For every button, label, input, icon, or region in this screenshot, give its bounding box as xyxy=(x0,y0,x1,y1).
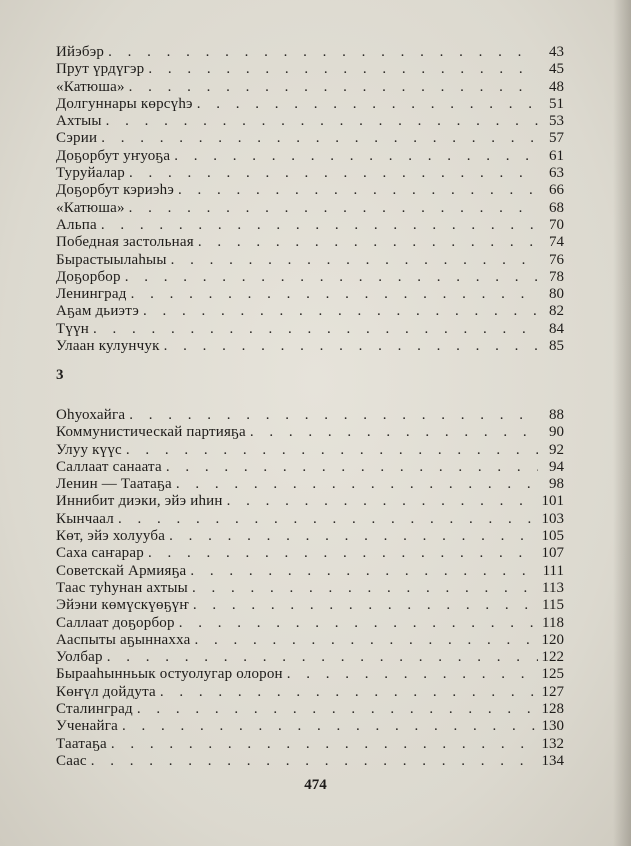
page-number: 474 xyxy=(304,777,327,793)
dot-leader xyxy=(148,545,538,562)
toc-entry-title: Улуу күүс xyxy=(56,441,122,458)
toc-entry-title: «Катюша» xyxy=(56,199,125,216)
toc-entry xyxy=(56,269,564,286)
toc-entry-title: Ученайга xyxy=(56,718,118,735)
toc-entry xyxy=(56,649,564,666)
toc-entry xyxy=(56,528,564,545)
dot-leader xyxy=(193,597,538,614)
toc-entry xyxy=(56,597,564,614)
dot-leader xyxy=(129,407,538,424)
toc-entry-page: 122 xyxy=(541,649,564,666)
dot-leader xyxy=(129,200,538,217)
toc-entry-title: Победная застольная xyxy=(56,234,194,251)
toc-entry xyxy=(56,61,564,78)
dot-leader xyxy=(198,234,538,251)
toc-entry-title: «Катюша» xyxy=(56,78,125,95)
toc-entry-page: 125 xyxy=(541,666,564,683)
dot-leader xyxy=(122,718,538,735)
toc-entry-page: 120 xyxy=(541,631,564,648)
toc-entry-title: Эйэни көмүскүөҕүҥ xyxy=(56,597,189,614)
toc-entry-page: 51 xyxy=(549,95,564,112)
toc-entry-page: 68 xyxy=(549,199,564,216)
toc-entry-title: Оһуохайга xyxy=(56,407,126,423)
toc-entry-page: 43 xyxy=(549,44,564,60)
toc-entry-page: 63 xyxy=(549,165,564,182)
toc-entry-title: Советскай Армияҕа xyxy=(56,562,187,579)
toc-entry-page: 94 xyxy=(549,458,564,475)
toc-entry-title: Доҕорбут кэриэһэ xyxy=(56,182,174,199)
toc-entry-page: 115 xyxy=(542,597,564,614)
toc-entry xyxy=(56,684,564,701)
toc-entry-title: Бырастыылаһыы xyxy=(56,251,167,268)
section-heading: 3 xyxy=(56,367,64,383)
dot-leader xyxy=(178,182,538,199)
dot-leader xyxy=(93,321,538,338)
toc-entry xyxy=(56,182,564,199)
dot-leader xyxy=(174,148,538,165)
toc-entry-page: 74 xyxy=(549,234,564,251)
toc-entry xyxy=(56,701,564,718)
toc-entry-page: 80 xyxy=(549,286,564,303)
toc-entry-title: Түүн xyxy=(56,320,89,337)
toc-entry-page: 61 xyxy=(549,147,564,164)
dot-leader xyxy=(101,130,538,147)
toc-entry xyxy=(56,580,564,597)
toc-entry-title: Доҕорбор xyxy=(56,268,121,285)
toc-entry xyxy=(56,286,564,303)
toc-entry-page: 107 xyxy=(541,545,564,562)
toc-entry xyxy=(56,632,564,649)
dot-leader xyxy=(250,424,538,441)
toc-entry-page: 127 xyxy=(541,683,564,700)
toc-entry xyxy=(56,493,564,510)
toc-entry-title: Сэрии xyxy=(56,130,98,147)
toc-entry-page: 132 xyxy=(541,735,564,752)
toc-entry-page: 98 xyxy=(549,476,564,493)
toc-entry xyxy=(56,563,564,580)
toc-entry-title: Ленинград xyxy=(56,286,127,303)
table-of-contents-part-1 xyxy=(56,44,564,355)
toc-entry-page: 105 xyxy=(541,528,564,545)
toc-entry-page: 53 xyxy=(549,113,564,130)
toc-entry xyxy=(56,217,564,234)
dot-leader xyxy=(137,701,538,718)
dot-leader xyxy=(287,666,538,683)
toc-entry-page: 88 xyxy=(549,407,564,423)
dot-leader xyxy=(107,649,538,666)
toc-entry-title: Саас xyxy=(56,752,87,769)
dot-leader xyxy=(192,580,538,597)
dot-leader xyxy=(148,61,538,78)
dot-leader xyxy=(106,113,538,130)
toc-entry-title: Альпа xyxy=(56,216,97,233)
toc-entry-page: 113 xyxy=(542,579,564,596)
toc-entry xyxy=(56,321,564,338)
table-of-contents-part-2 xyxy=(56,407,564,770)
dot-leader xyxy=(190,563,538,580)
toc-entry xyxy=(56,442,564,459)
toc-entry-title: Уолбар xyxy=(56,649,103,666)
toc-entry xyxy=(56,424,564,441)
toc-entry xyxy=(56,44,564,61)
dot-leader xyxy=(129,79,538,96)
dot-leader xyxy=(164,338,538,355)
toc-entry-title: Кынчаал xyxy=(56,510,114,527)
toc-entry xyxy=(56,234,564,251)
dot-leader xyxy=(101,217,538,234)
dot-leader xyxy=(91,753,538,770)
toc-entry-title: Долгуннары көрсүһэ xyxy=(56,95,193,112)
toc-entry xyxy=(56,79,564,96)
toc-entry-title: Көт, эйэ холууба xyxy=(56,528,166,545)
toc-entry-title: Саха саҥарар xyxy=(56,545,144,562)
toc-entry-title: Таатаҕа xyxy=(56,735,107,752)
toc-entry-title: Иннибит диэки, эйэ иһин xyxy=(56,493,223,510)
dot-leader xyxy=(171,252,538,269)
toc-entry-page: 90 xyxy=(549,424,564,441)
dot-leader xyxy=(169,528,537,545)
toc-entry xyxy=(56,338,564,355)
page-edge-shadow xyxy=(613,0,631,846)
toc-entry xyxy=(56,113,564,130)
toc-entry xyxy=(56,96,564,113)
toc-entry xyxy=(56,252,564,269)
dot-leader xyxy=(129,165,538,182)
toc-entry-page: 84 xyxy=(549,320,564,337)
toc-entry xyxy=(56,511,564,528)
toc-entry-page: 128 xyxy=(541,701,564,718)
toc-entry xyxy=(56,476,564,493)
dot-leader xyxy=(111,736,538,753)
toc-entry-page: 130 xyxy=(541,718,564,735)
dot-leader xyxy=(227,493,538,510)
toc-entry xyxy=(56,718,564,735)
toc-entry-title: Ленин — Таатаҕа xyxy=(56,476,172,493)
toc-entry-title: Бырааһынньык остуолугар олорон xyxy=(56,666,283,683)
toc-entry-title: Ийэбэр xyxy=(56,44,105,60)
toc-entry xyxy=(56,666,564,683)
toc-entry-page: 111 xyxy=(542,562,564,579)
dot-leader xyxy=(131,286,538,303)
toc-entry xyxy=(56,130,564,147)
toc-entry-page: 103 xyxy=(541,510,564,527)
toc-entry-title: Ааспыты аҕыннахха xyxy=(56,631,191,648)
toc-entry-title: Коммунистическай партияҕа xyxy=(56,424,246,441)
dot-leader xyxy=(160,684,538,701)
dot-leader xyxy=(197,96,538,113)
toc-entry-page: 118 xyxy=(542,614,564,631)
toc-entry-page: 101 xyxy=(541,493,564,510)
dot-leader xyxy=(143,303,538,320)
toc-entry-page: 134 xyxy=(541,752,564,769)
toc-entry-page: 70 xyxy=(549,216,564,233)
toc-entry-page: 85 xyxy=(549,338,564,355)
dot-leader xyxy=(176,476,538,493)
toc-entry xyxy=(56,753,564,770)
toc-entry-page: 76 xyxy=(549,251,564,268)
toc-entry-page: 45 xyxy=(549,61,564,78)
toc-entry-title: Ахтыы xyxy=(56,113,102,130)
dot-leader xyxy=(194,632,537,649)
toc-entry-title: Көҥүл дойдута xyxy=(56,683,156,700)
toc-entry xyxy=(56,165,564,182)
dot-leader xyxy=(108,44,538,61)
toc-entry xyxy=(56,545,564,562)
toc-entry-page: 66 xyxy=(549,182,564,199)
toc-entry-title: Улаан кулунчук xyxy=(56,338,160,355)
toc-entry-title: Доҕорбут уҥуоҕа xyxy=(56,147,171,164)
toc-entry xyxy=(56,736,564,753)
dot-leader xyxy=(166,459,538,476)
dot-leader xyxy=(118,511,538,528)
toc-entry-page: 57 xyxy=(549,130,564,147)
toc-entry xyxy=(56,148,564,165)
dot-leader xyxy=(125,269,538,286)
toc-entry-title: Саллаат санаата xyxy=(56,458,162,475)
toc-entry xyxy=(56,303,564,320)
toc-entry-title: Прут үрдүгэр xyxy=(56,61,145,78)
toc-entry xyxy=(56,200,564,217)
toc-entry-page: 82 xyxy=(549,303,564,320)
toc-entry-page: 78 xyxy=(549,268,564,285)
toc-entry-title: Туруйалар xyxy=(56,165,125,182)
toc-entry xyxy=(56,407,564,424)
toc-entry xyxy=(56,459,564,476)
toc-entry-title: Саллаат доҕорбор xyxy=(56,614,175,631)
toc-entry-page: 92 xyxy=(549,441,564,458)
toc-entry-title: Сталинград xyxy=(56,701,133,718)
dot-leader xyxy=(179,615,538,632)
toc-entry-page: 48 xyxy=(549,78,564,95)
toc-entry-title: Таас туһунан ахтыы xyxy=(56,579,188,596)
dot-leader xyxy=(126,442,538,459)
toc-entry xyxy=(56,615,564,632)
toc-entry-title: Аҕам дьиэтэ xyxy=(56,303,139,320)
